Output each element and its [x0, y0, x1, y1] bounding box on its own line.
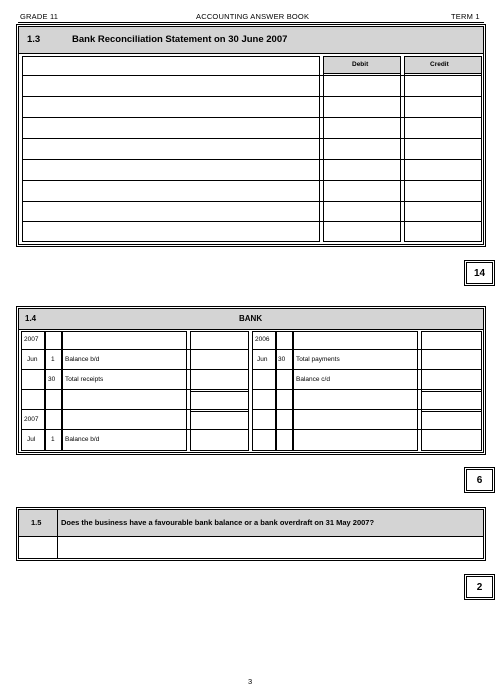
table-row: [22, 138, 482, 139]
table-row: [22, 201, 482, 202]
right-row1-day: 30: [278, 356, 286, 363]
section-1-5-question: Does the business have a favourable bank balance or a bank overdraft on 31 May 2007?: [61, 518, 375, 527]
section-1-3-title: Bank Reconciliation Statement on 30 June 2007: [72, 34, 288, 45]
marks-box-1-5: 2: [466, 576, 493, 598]
ledger-row: [252, 389, 482, 390]
ledger-row: [252, 409, 482, 410]
right-row2-details: Balance c/d: [296, 376, 330, 383]
left-row1-day: 1: [51, 356, 55, 363]
section-1-3-frame: [18, 26, 484, 245]
marks-box-1-3: 14: [466, 262, 493, 284]
left-row2-details: Total receipts: [65, 376, 104, 383]
right-year-1: 2006: [255, 336, 270, 343]
table-row: [22, 159, 482, 160]
details-column: [22, 56, 320, 242]
section-1-4-frame: [18, 308, 484, 453]
left-row1-details: Balance b/d: [65, 356, 100, 363]
debit-column: [323, 73, 401, 242]
page-number: 3: [248, 677, 253, 686]
section-1-5-question-bar: [19, 510, 483, 537]
left-row3-day: 1: [51, 436, 55, 443]
debit-header: [323, 56, 401, 74]
ledger-row: [21, 369, 249, 370]
left-year-2: 2007: [24, 416, 39, 423]
section-1-3-number: 1.3: [27, 34, 41, 45]
ledger-row: [21, 349, 249, 350]
section-1-5-number: 1.5: [31, 518, 42, 527]
left-year-1: 2007: [24, 336, 39, 343]
ledger-row: [21, 429, 249, 430]
right-total-rule: [421, 411, 482, 412]
header-grade: GRADE 11: [20, 12, 59, 21]
left-total-rule: [190, 411, 249, 412]
ledger-row: [252, 429, 482, 430]
ledger-row: [252, 369, 482, 370]
header-book-title: ACCOUNTING ANSWER BOOK: [196, 12, 310, 21]
right-total-rule: [421, 391, 482, 392]
section-1-4-number: 1.4: [25, 314, 37, 323]
header-rule: [18, 22, 484, 23]
table-row: [22, 75, 482, 76]
ledger-row: [21, 409, 249, 410]
credit-header: [404, 56, 482, 74]
answer-area: [58, 537, 483, 557]
ledger-row: [252, 349, 482, 350]
table-row: [22, 96, 482, 97]
right-row1-month: Jun: [257, 356, 268, 363]
debit-header-label: Debit: [352, 61, 369, 68]
left-total-rule: [190, 391, 249, 392]
credit-column: [404, 73, 482, 242]
table-row: [22, 117, 482, 118]
section-1-4-title-bar: [19, 309, 483, 330]
credit-header-label: Credit: [430, 61, 449, 68]
left-row2-day: 30: [48, 376, 56, 383]
ledger-title: BANK: [239, 314, 263, 323]
header-term: TERM 1: [451, 12, 480, 21]
left-row3-month: Jul: [27, 436, 36, 443]
ledger-row: [21, 389, 249, 390]
table-row: [22, 180, 482, 181]
left-row3-details: Balance b/d: [65, 436, 100, 443]
table-row: [22, 221, 482, 222]
section-1-3-title-bar: [19, 27, 483, 54]
left-row1-month: Jun: [27, 356, 38, 363]
marks-box-1-4: 6: [466, 469, 493, 491]
right-row1-details: Total payments: [296, 356, 340, 363]
section-1-5-frame: [18, 509, 484, 559]
